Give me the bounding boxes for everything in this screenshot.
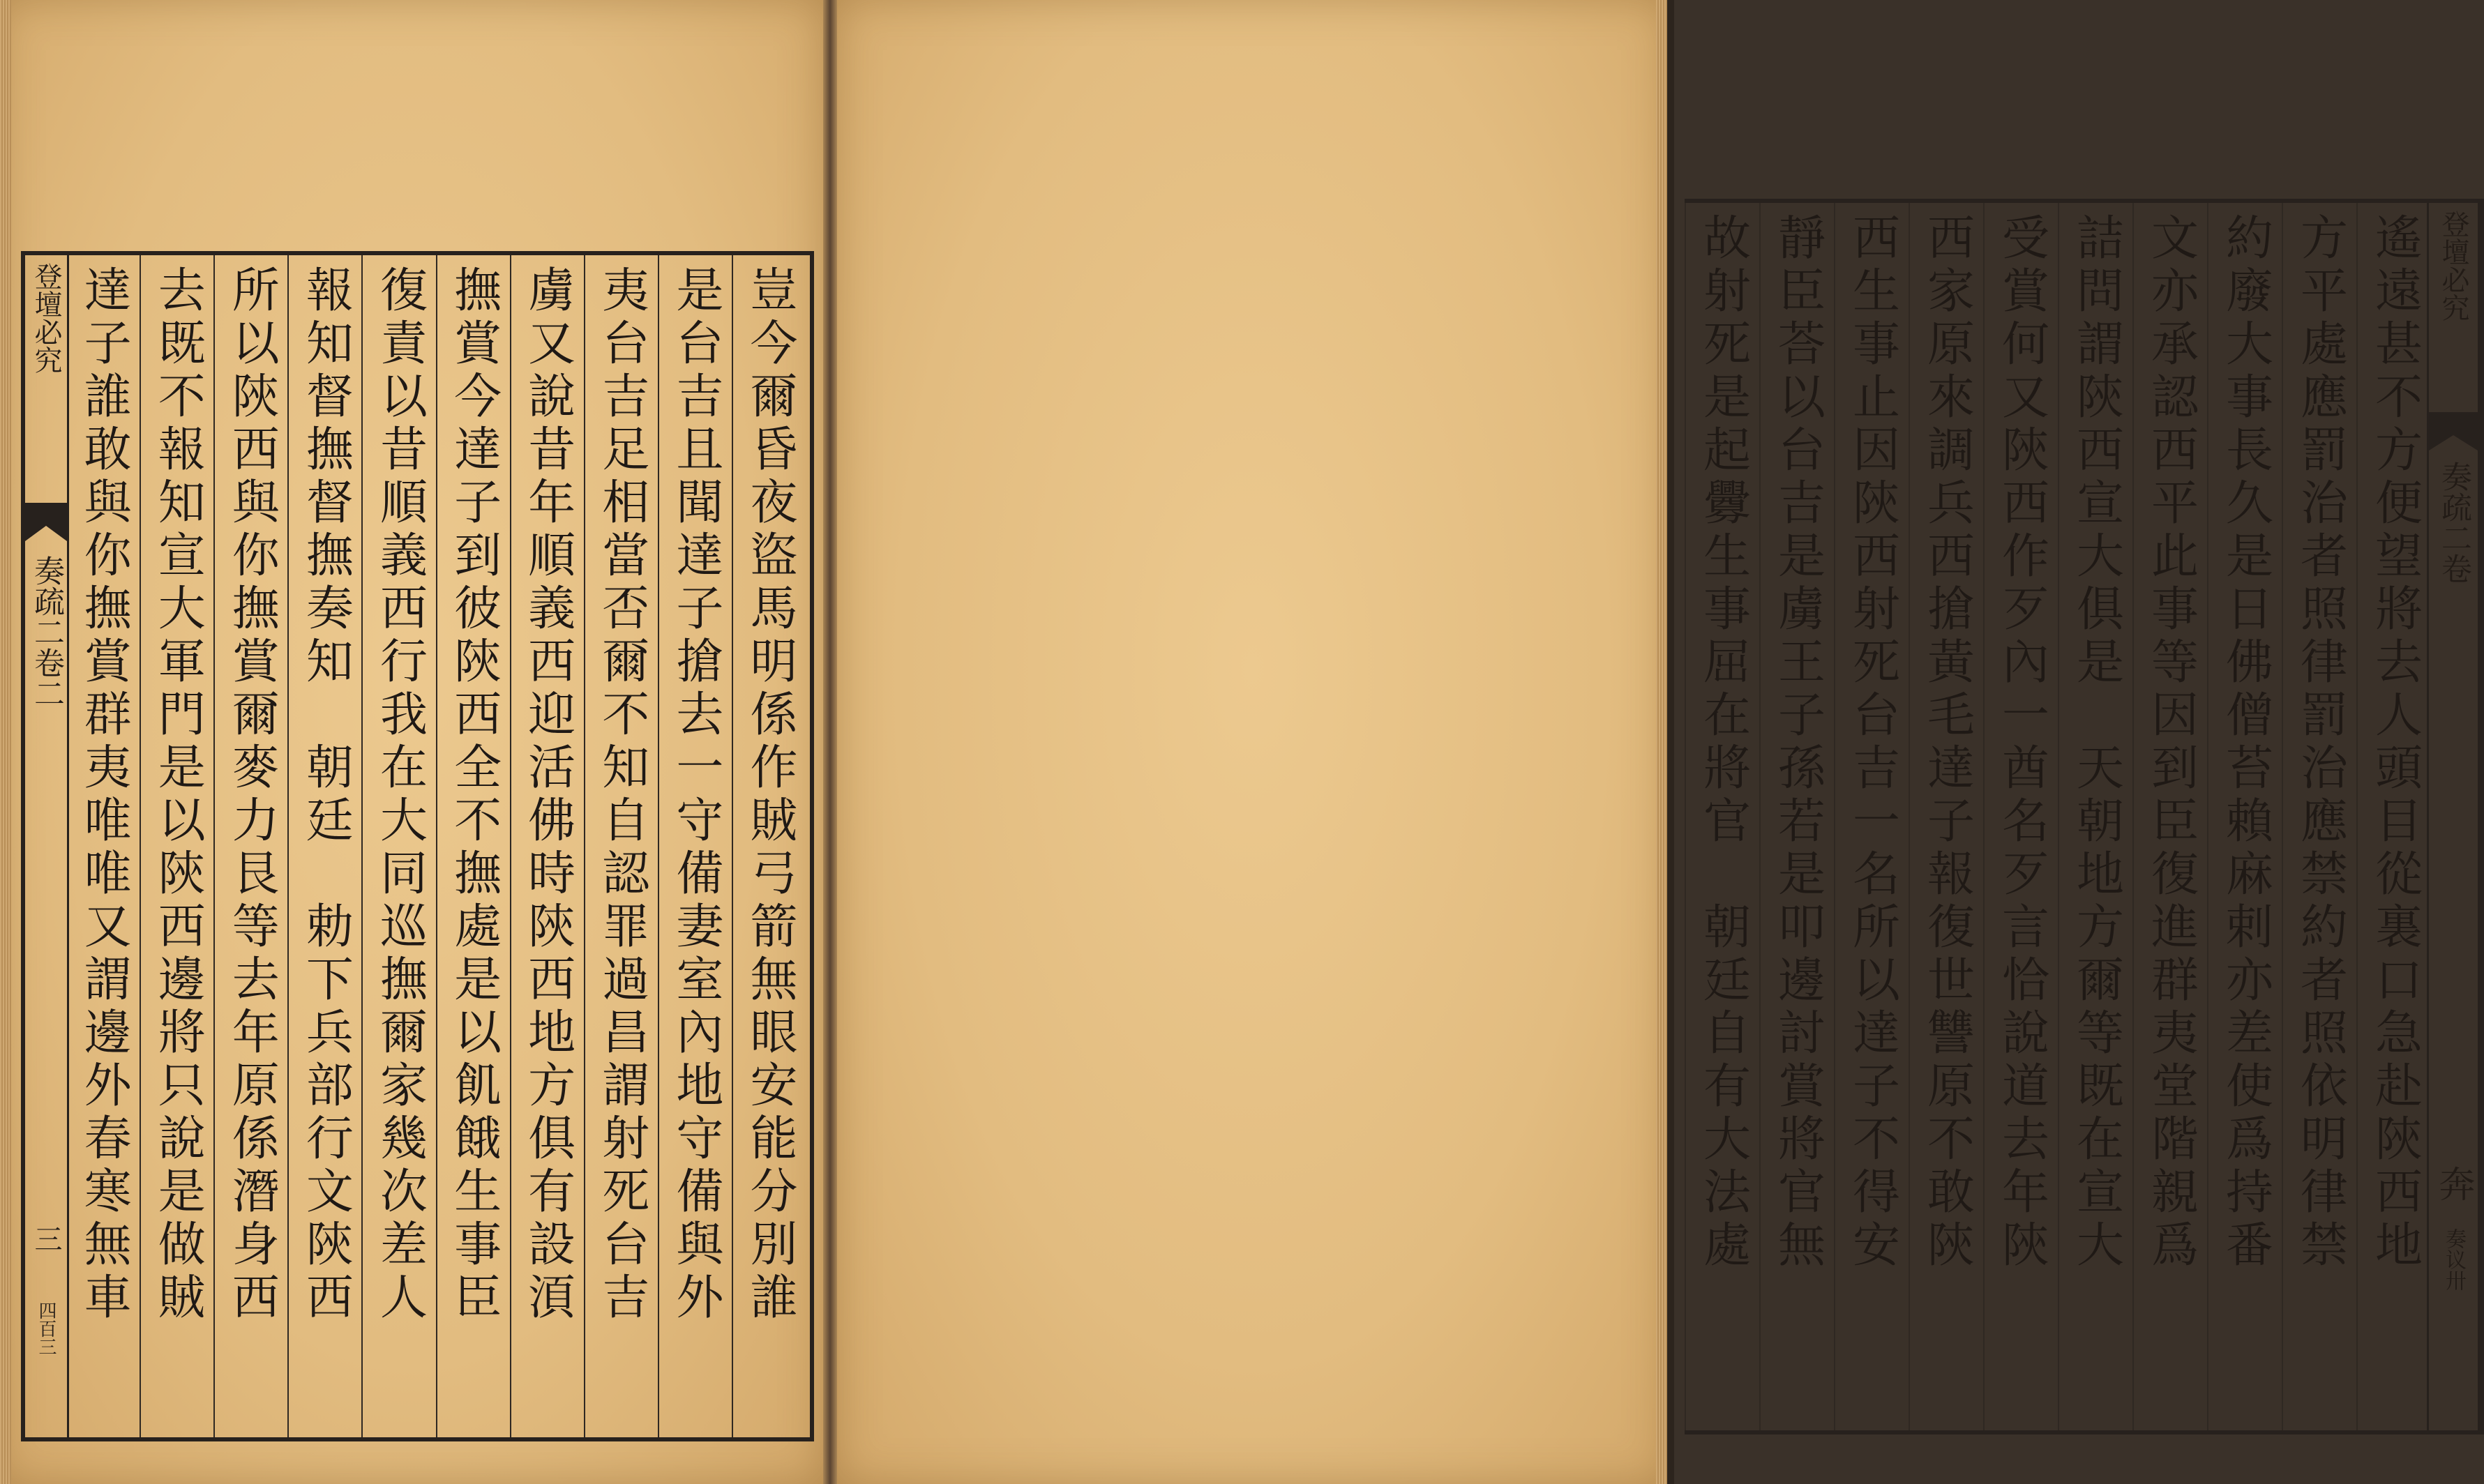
text-column: 達子誰敢與你撫賞群夷唯唯又謂邊外春寒無車 <box>76 265 132 1325</box>
fish-tail-mark <box>25 503 67 541</box>
text-column: 詰問謂陝西宣大俱是 天朝地方爾等既在宣大 <box>2058 203 2132 1430</box>
text-column: 所以陝西與你撫賞爾麥力艮等去年原係潛身西 <box>213 255 287 1437</box>
band-note: 奏议卅 <box>2441 1228 2466 1291</box>
text-column: 撫賞今達子到彼陝西全不撫處是以飢餓生事臣 <box>436 255 510 1437</box>
book-gutter <box>823 0 837 1484</box>
text-column: 方平處應罰治者照律罰治應禁約者照依明律禁 <box>2282 203 2356 1430</box>
text-column: 是台吉且聞達子搶去一守備妻室內地守備與外 <box>658 255 732 1437</box>
leaf-number: 四百三 <box>36 1301 57 1356</box>
text-column: 去既不報知宣大軍門是以陝西邊將只說是做賊 <box>140 255 213 1437</box>
right-center-band <box>2427 203 2480 1430</box>
left-page <box>0 0 823 1484</box>
text-column: 故射死是起釁生事屈在將官 朝廷自有大法處 <box>1685 203 1759 1430</box>
band-title: 登壇必究 <box>2437 210 2469 321</box>
text-column: 約廢大事長久是日佛僧苔賴麻剌亦差使爲持番 <box>2207 203 2282 1430</box>
right-page-frame <box>1685 199 2484 1434</box>
left-page-frame <box>21 251 814 1441</box>
text-column: 西家原來調兵西搶黃毛達子報復世讐原不敢陝 <box>1909 203 1983 1430</box>
text-column: 報知督撫督撫奏知 朝廷 勅下兵部行文陝西 <box>287 255 361 1437</box>
band-title: 登壇必究 <box>30 262 62 374</box>
text-column: 受賞何又陝西作歹內一酋名歹言恰說道去年陝 <box>1983 203 2058 1430</box>
text-column: 西生事止因陝西射死台吉一名所以達子不得安 <box>1834 203 1909 1430</box>
page-edge-right <box>1656 0 1667 1484</box>
text-column: 豈今爾昏夜盜馬明係作賊弓箭無眼安能分別誰 <box>732 255 806 1437</box>
text-column: 虜又說昔年順義西迎活佛時陝西地方俱有設湏 <box>510 255 584 1437</box>
page-edge-left <box>0 0 11 1484</box>
band-section: 奏疏二卷 <box>2436 461 2471 584</box>
text-column: 夷台吉足相當否爾不知自認罪過昌謂射死台吉 <box>584 255 658 1437</box>
left-center-band <box>25 255 69 1437</box>
text-column: 文亦承認西平此事等因到臣復進群夷堂階親爲 <box>2132 203 2207 1430</box>
band-page-number: 三 <box>30 1225 62 1252</box>
band-section: 奏疏二卷二 <box>29 555 64 709</box>
right-page <box>837 0 2474 1484</box>
text-column: 靜臣荅以台吉是虜王子孫若是叩邊討賞將官無 <box>1759 203 1834 1430</box>
left-text-columns <box>67 255 806 1437</box>
band-mark: 奔 <box>2432 1165 2474 1202</box>
text-column: 遙遠甚不方便望將去人頭目從裏口急赴陝西地 <box>2356 203 2431 1430</box>
fish-tail-mark <box>2429 412 2478 450</box>
text-column: 復責以昔順義西行我在大同巡撫爾家幾次差人 <box>361 255 435 1437</box>
right-text-columns <box>1685 203 2431 1430</box>
